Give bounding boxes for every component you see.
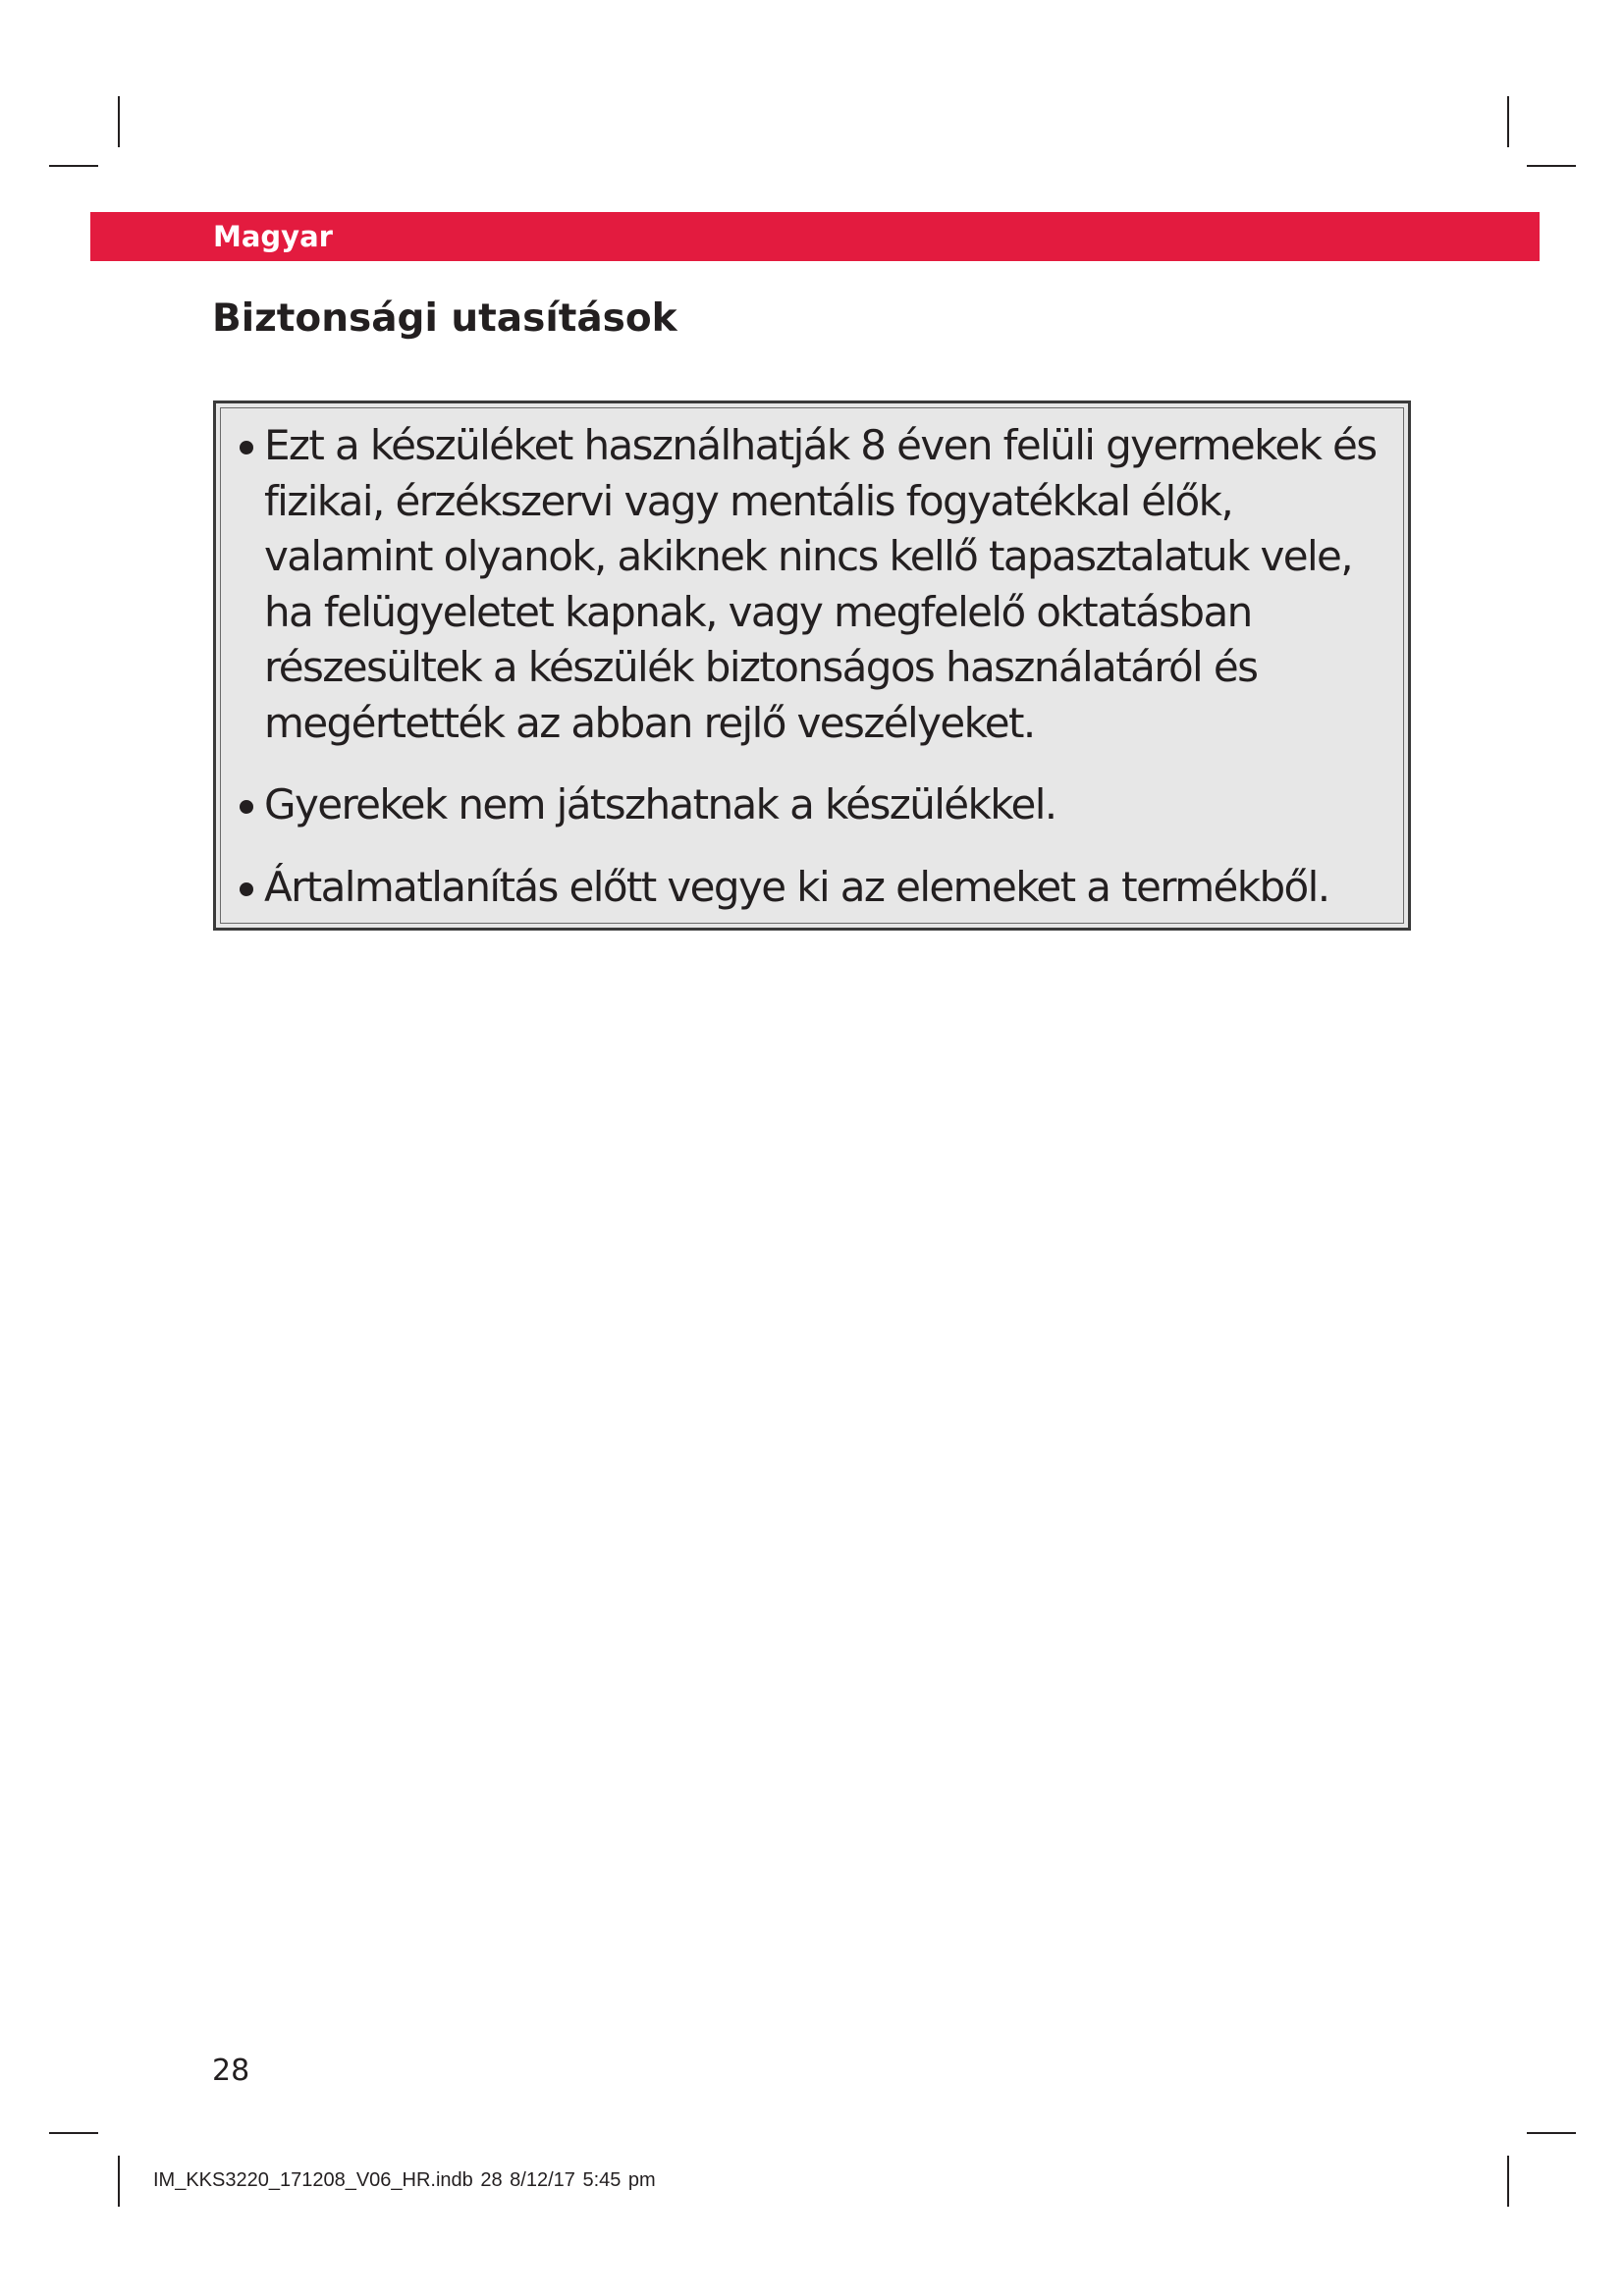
bullet-icon <box>240 882 253 896</box>
bullet-icon <box>240 441 253 454</box>
crop-mark-bottom-left-horizontal <box>49 2132 98 2134</box>
safety-notice-box <box>213 400 1411 931</box>
crop-mark-bottom-right-vertical <box>1507 2156 1509 2207</box>
crop-mark-top-left-horizontal <box>49 165 98 167</box>
page-number: 28 <box>212 2054 250 2088</box>
list-item <box>236 418 1384 751</box>
crop-mark-bottom-left-vertical <box>118 2156 120 2207</box>
crop-mark-top-right-vertical <box>1507 96 1509 147</box>
safety-notice-list <box>236 418 1384 915</box>
list-item <box>236 860 1384 916</box>
bullet-icon <box>240 800 253 814</box>
safety-item-text: Ezt a készüléket használhatják 8 éven felüli gyermekek és fizikai, érzékszervi vagy mentális fogyatékkal élők, valamint olyanok, akiknek nincs kellő tapasztalatuk vele, ha felügyeletet kapnak, vagy megfelelő oktatásban részesültek a készülék biztonságos használatáról és megértették az abban rejlő veszélyeket. <box>264 421 1377 747</box>
safety-item-text: Ártalmatlanítás előtt vegye ki az elemeket a termékből. <box>264 862 1329 911</box>
crop-mark-bottom-right-horizontal <box>1527 2132 1576 2134</box>
section-title: Biztonsági utasítások <box>212 296 677 341</box>
crop-mark-top-left-vertical <box>118 96 120 147</box>
list-item <box>236 777 1384 833</box>
crop-mark-top-right-horizontal <box>1527 165 1576 167</box>
safety-item-text: Gyerekek nem játszhatnak a készülékkel. <box>264 780 1056 828</box>
print-slug: IM_KKS3220_171208_V06_HR.indb 28 8/12/17 5:45 pm <box>153 2169 656 2191</box>
language-label: Magyar <box>213 220 333 253</box>
language-header-bar <box>90 212 1540 261</box>
